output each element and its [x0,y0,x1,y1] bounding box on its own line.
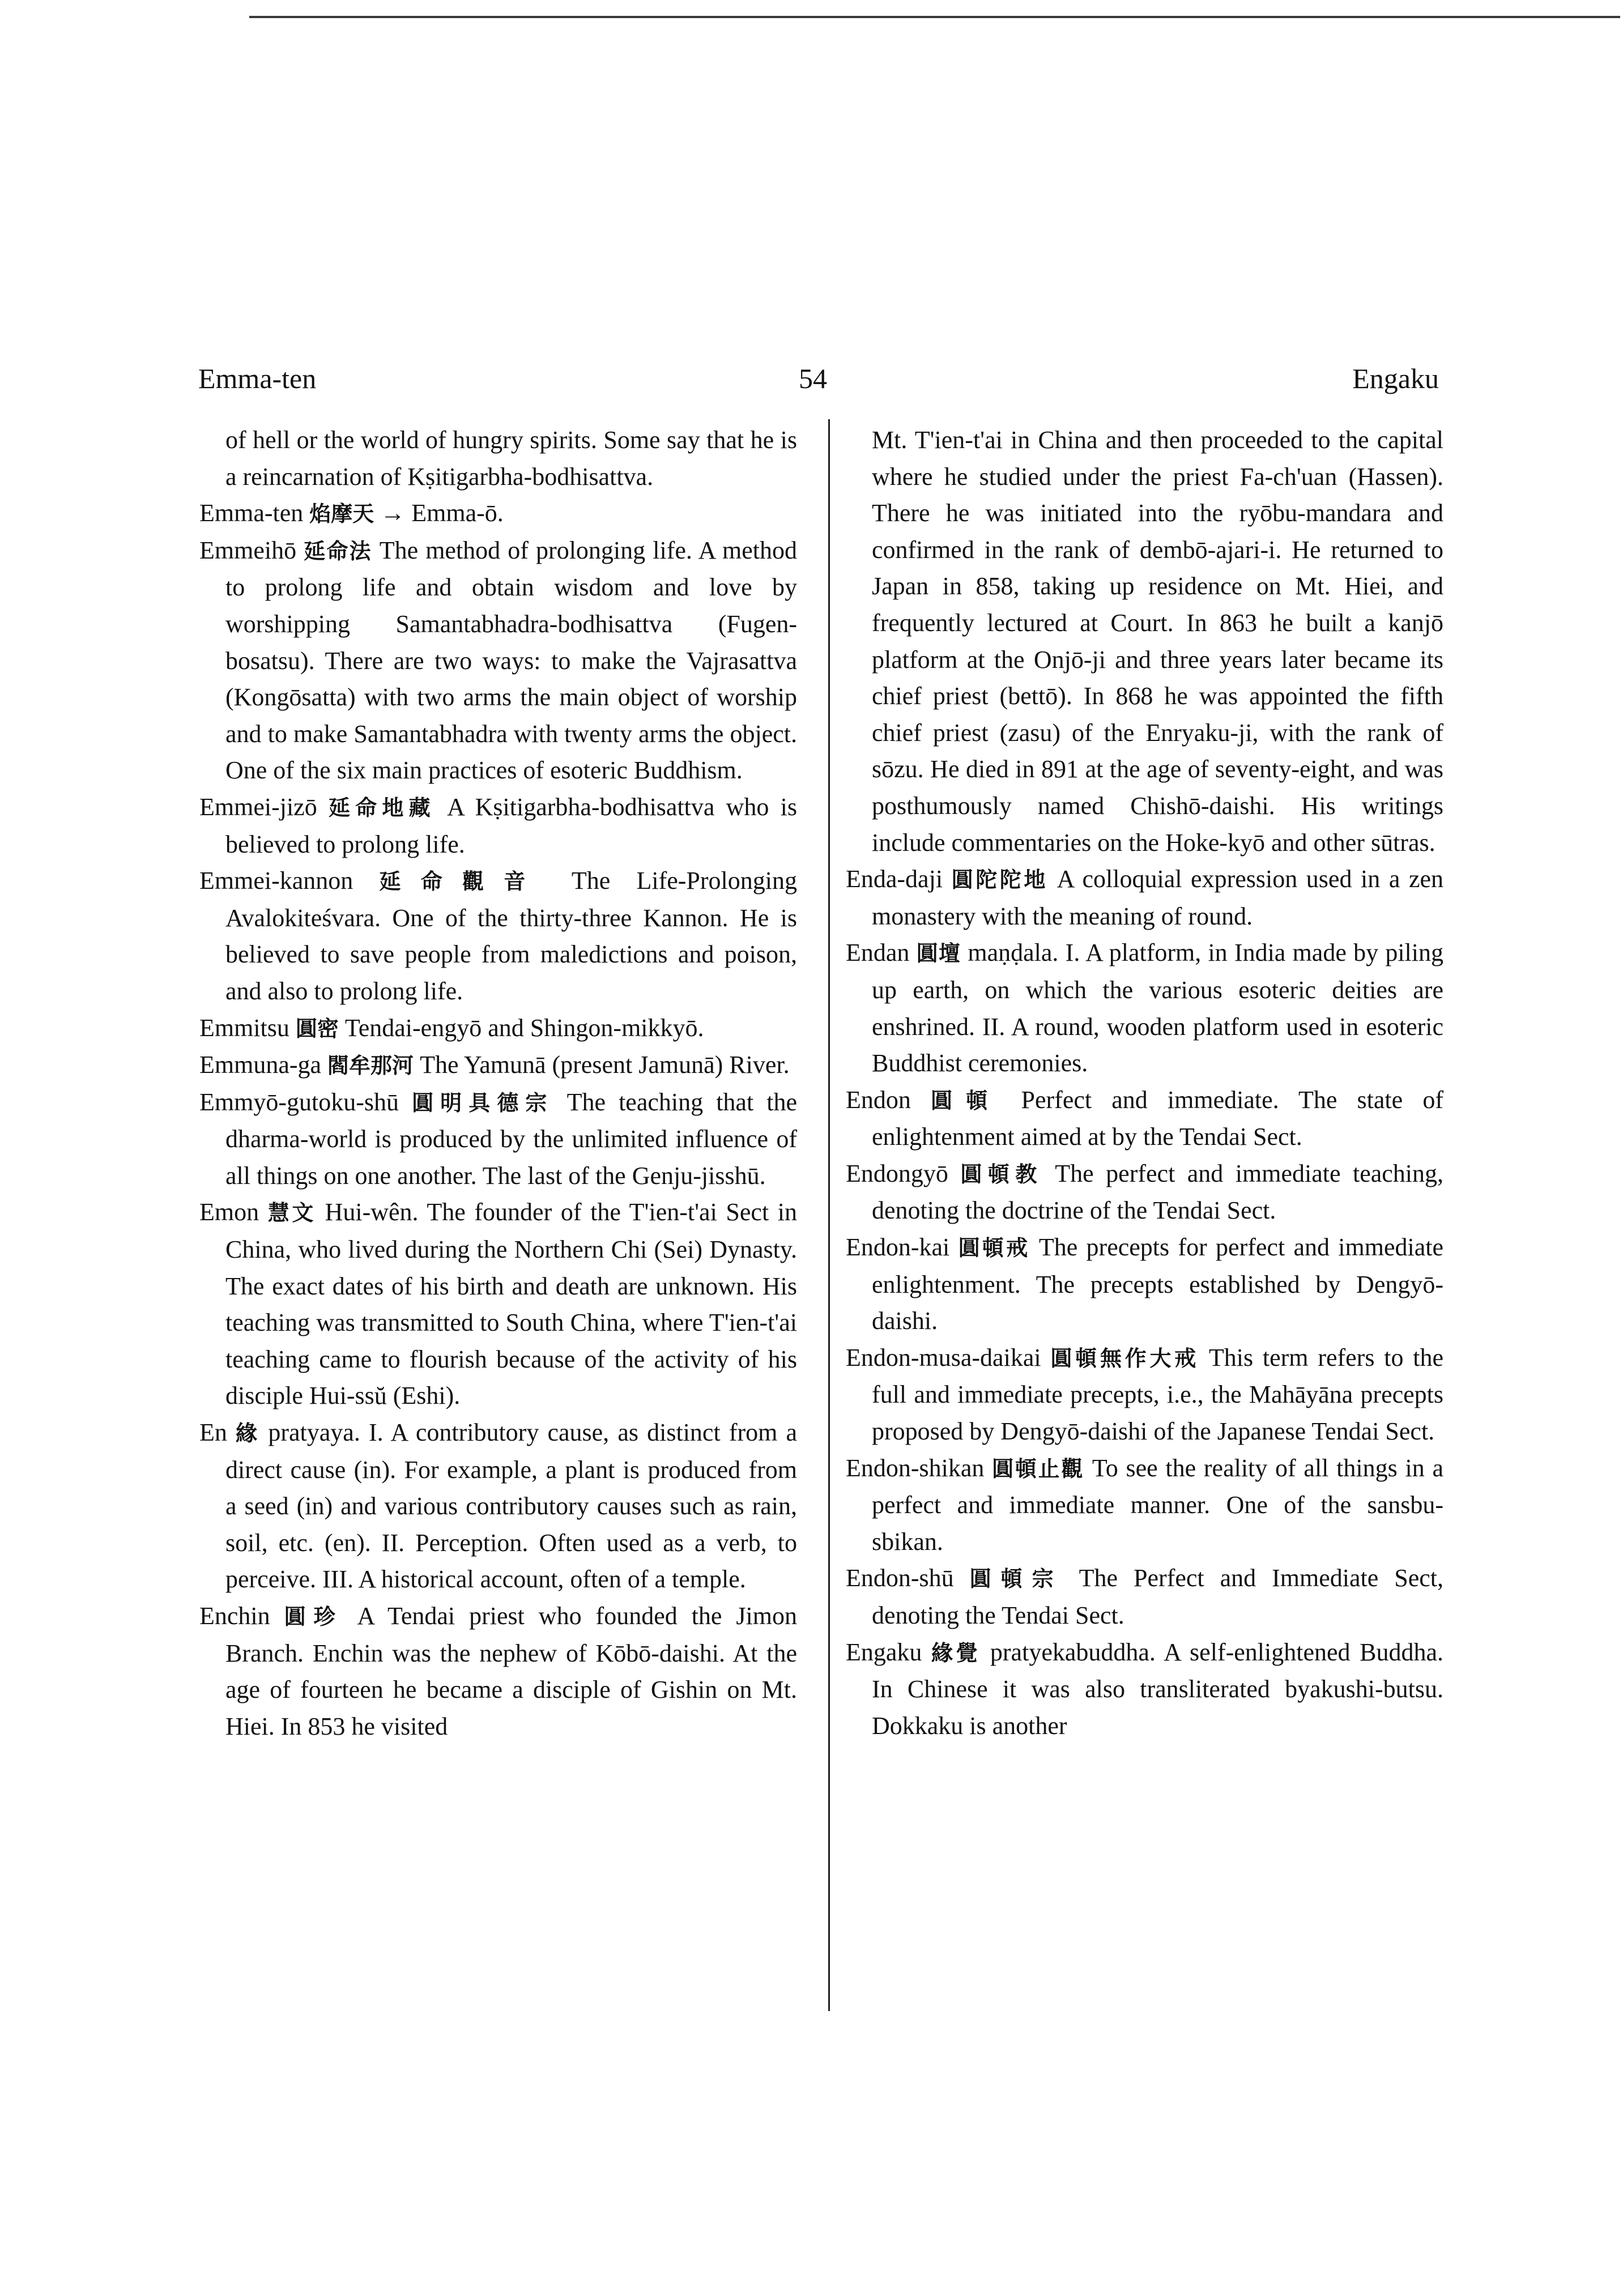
entry-kanji: 緣覺 [931,1640,981,1665]
entry-endan [846,935,1443,1081]
left-column [199,422,797,1745]
page-number: 54 [799,363,827,394]
entry-body: pratyekabuddha. A self-enlightened Buddha. In Chinese it was also transliterated byakushi-butsu. Dokkaku is another [872,1638,1444,1740]
entry-kanji: 延命地藏 [328,795,436,820]
entry-endon-kai [846,1229,1443,1340]
entry-body: The teaching that the dharma-world is produced by the unlimited influence of all things on one another. The last of the Genju-jisshū. [225,1088,798,1190]
entry-kanji: 圓頓宗 [969,1566,1063,1592]
entry-headword: Emmuna-ga [199,1051,322,1079]
entry-endon-musa-daikai [846,1340,1443,1450]
entry-body: Tendai-engyō and Shingon-mikkyō. [344,1013,704,1042]
entry-endon-shikan [846,1450,1443,1561]
entry-headword: Engaku [846,1638,922,1666]
entry-body: The method of prolonging life. A method to prolong life and obtain wisdom and love by worshipping Samantabhadra-bodhisattva (Fugen-bosatsu). There are two ways: to make the Vajrasattva (Kongōsatta) with two arms the main object of worship and to make Samantabhadra with twenty arms the object. One of the six main practices of esoteric Buddhism. [225,536,798,785]
entry-body: Hui-wên. The founder of the T'ien-t'ai Sect in China, who lived during the Northern Chi (Sei) Dynasty. The exact dates of his birth and death are unknown. His teaching was transmitted to South China, where T'ien-t'ai teaching came to flourish because of the activity of his disciple Hui-ssŭ (Eshi). [225,1198,798,1410]
entry-body: The perfect and immediate teaching, denoting the doctrine of the Tendai Sect. [872,1159,1444,1225]
entry-headword: Emma-ten [199,499,304,527]
entry-enchin [199,1598,797,1745]
entry-headword: Endon [846,1085,911,1114]
entry-body: pratyaya. I. A contributory cause, as distinct from a direct cause (in). For example, a plant is produced from a seed (in) and various contributory causes such as rain, soil, etc. (en). II. Perception. Often used as a verb, to perceive. III. A historical account, often of a temple. [225,1419,798,1594]
entry-kanji: 圓頓無作大戒 [1050,1345,1200,1371]
entry-kanji: 圓頓 [931,1088,1002,1113]
running-header [198,356,1439,401]
column-divider [828,419,830,2011]
entry-body: The Life-Prolonging Avalokiteśvara. One of the thirty-three Kannon. He is believed to save people from maledictions and poison, and also to prolong life. [225,867,797,1005]
entry-emmei-kannon [199,863,797,1009]
entry-endon-shu [846,1560,1443,1634]
entry-kanji: 圓珍 [284,1604,343,1629]
entry-kanji: 延命觀音 [379,869,546,894]
entry-continuation: Mt. T'ien-t'ai in China and then proceeded to the capital where he studied under the priest Fa-ch'uan (Hassen). There he was initiated into the ryōbu-mandara and confirmed in the rank of dembō-ajari-i. He returned to Japan in 858, taking up residence on Mt. Hiei, and frequently lectured at Court. In 863 he built a kanjō platform at the Onjō-ji and three years later became its chief priest (bettō). In 868 he was appointed the fifth chief priest (zasu) of the Enryaku-ji, with the rank of sōzu. He died in 891 at the age of seventy-eight, and was posthumously named Chishō-daishi. His writings include commentaries on the Hoke-kyō and other sūtras. [872,426,1443,857]
entry-headword: Emmei-kannon [199,867,353,895]
entry-headword: Endon-shikan [846,1454,985,1482]
top-rule [249,16,1620,18]
entry-body: A colloquial expression used in a zen monastery with the meaning of round. [872,865,1444,930]
entry-body: The Perfect and Immediate Sect, denoting the Tendai Sect. [872,1564,1444,1629]
entry-headword: Emmyō-gutoku-shū [199,1088,399,1116]
entry-continuation: of hell or the world of hungry spirits. Some say that he is a reincarnation of Kṣitigarbha-bodhisattva. [225,426,797,491]
entry-body: A Tendai priest who founded the Jimon Branch. Enchin was the nephew of Kōbō-daishi. At the age of fourteen he became a disciple of Gishin on Mt. Hiei. In 853 he visited [225,1602,797,1740]
entry-headword: Endan [846,939,910,967]
entry-kanji: 圓明具德宗 [412,1090,554,1115]
entry-body: maṇḍala. I. A platform, in India made by piling up earth, on which the various esoteric deities are enshrined. II. A round, wooden platform used in esoteric Buddhist ceremonies. [872,939,1444,1077]
entry-headword: En [199,1419,227,1447]
header-left-guideword: Emma-ten [198,363,317,394]
entry-emmitsu [199,1010,797,1047]
entry-body: A Kṣitigarbha-bodhisattva who is believed to prolong life. [225,793,798,858]
entry-kanji: 焰摩天 [309,501,374,527]
entry-headword: Emmitsu [199,1013,289,1042]
entry-endongyo [846,1156,1443,1229]
entry-headword: Endon-kai [846,1233,950,1262]
entry-headword: Emmeihō [199,536,297,564]
entry-body: This term refers to the full and immediate precepts, i.e., the Mahāyāna precepts proposed by Dengyō-daishi of the Japanese Tendai Sect. [872,1343,1444,1446]
entry-kanji: 圓頓戒 [958,1236,1030,1261]
entry-body: → Emma-ō. [380,499,504,527]
entry-headword: Endon-shū [846,1564,954,1592]
entry-emmei-jizo [199,789,797,863]
entry-body: Perfect and immediate. The state of enlightenment aimed at by the Tendai Sect. [872,1085,1443,1151]
entry-engaku [846,1634,1443,1745]
entry-kanji: 圓頓教 [960,1161,1043,1187]
entry-emmeiho [199,533,797,789]
entry-body: The precepts for perfect and immediate enlightenment. The precepts established by Dengyō-daishi. [872,1233,1444,1335]
entry-headword: Enchin [199,1602,270,1630]
entry-kanji: 圓壇 [916,941,961,966]
entry-en [199,1415,797,1598]
entry-kanji: 慧文 [267,1200,316,1226]
entry-kanji: 緣 [236,1421,260,1446]
entry-emmyo-gutoku-shu [199,1084,797,1195]
entry-headword: Endon-musa-daikai [846,1343,1041,1371]
entry-headword: Enda-daji [846,865,943,893]
entry-emma-ten [199,495,797,533]
entry-emon [199,1194,797,1415]
right-column [846,422,1443,1744]
entry-kanji: 圓密 [295,1016,339,1041]
entry-kanji: 圓陀陀地 [951,867,1048,893]
entry-body: To see the reality of all things in a perfect and immediate manner. One of the sansbu-sbikan. [872,1454,1443,1556]
entry-kanji: 閻牟那河 [327,1053,414,1079]
entry-kanji: 圓頓止觀 [992,1456,1085,1481]
entry-headword: Endongyō [846,1159,948,1187]
entry-endon [846,1082,1443,1156]
entry-headword: Emon [199,1198,259,1226]
entry-enda-daji [846,861,1443,935]
header-right-guideword: Engaku [1352,363,1439,394]
entry-emmuna-ga [199,1047,797,1084]
entry-body: The Yamunā (present Jamunā) River. [420,1051,790,1079]
entry-kanji: 延命法 [304,538,372,564]
entry-headword: Emmei-jizō [199,793,317,821]
